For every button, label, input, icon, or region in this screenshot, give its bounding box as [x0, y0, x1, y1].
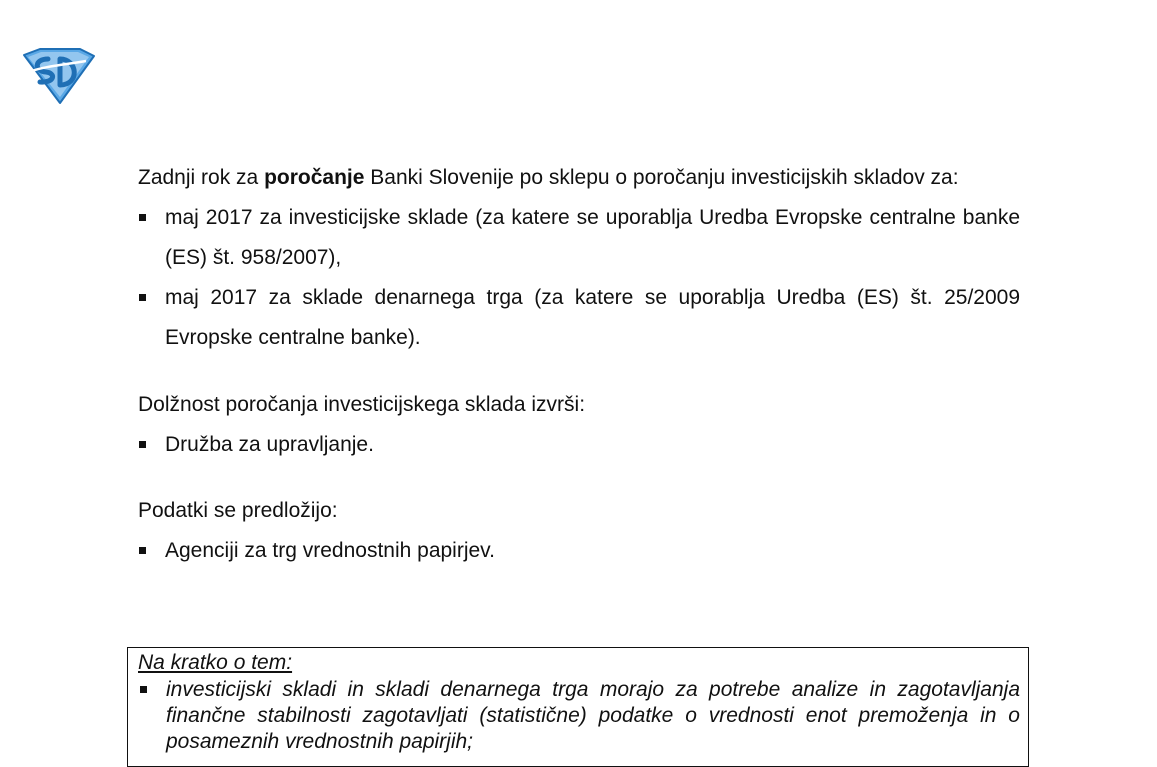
- obligation-heading: Dolžnost poročanja investicijskega sklada izvrši:: [138, 393, 586, 416]
- deadline-intro-bold: poročanje: [264, 166, 365, 189]
- list-item-text: maj 2017 za investicijske sklade (za katere se uporablja Uredba Evropske centralne banke (ES) št. 958/2007),: [165, 206, 1020, 269]
- bullet-square-icon: [139, 547, 146, 554]
- deadline-intro-before: Zadnji rok za: [138, 166, 265, 189]
- list-item-text: Agenciji za trg vrednostnih papirjev.: [165, 539, 495, 562]
- company-logo: [22, 47, 96, 105]
- obligation-list: [138, 425, 1020, 465]
- submission-heading: Podatki se predložijo:: [138, 499, 338, 522]
- document-body: [138, 158, 1020, 571]
- list-item: [138, 425, 1020, 465]
- submission-list: [138, 531, 1020, 571]
- deadline-list: [138, 198, 1020, 358]
- list-item-text: Družba za upravljanje.: [165, 433, 374, 456]
- deadline-intro-after: Banki Slovenije po sklepu o poročanju investicijskih skladov za:: [364, 166, 959, 189]
- bullet-square-icon: [140, 686, 147, 693]
- list-item: [138, 198, 1020, 278]
- deadline-paragraph: [138, 158, 1020, 198]
- list-item-text: maj 2017 za sklade denarnega trga (za katere se uporablja Uredba (ES) št. 25/2009 Evropske centralne banke).: [165, 286, 1020, 349]
- list-item: [138, 278, 1020, 358]
- list-item: [138, 531, 1020, 571]
- summary-title: Na kratko o tem:: [138, 651, 293, 674]
- bullet-square-icon: [139, 294, 146, 301]
- bullet-square-icon: [139, 441, 146, 448]
- summary-list: [138, 677, 1020, 755]
- list-item-text: investicijski skladi in skladi denarnega trga morajo za potrebe analize in zagotavljanja finančne stabilnosti zagotavljati (statistične) podatke o vrednosti enot premoženja in o posameznih vrednostnih papirjih;: [166, 678, 1020, 753]
- summary-box: [127, 647, 1029, 767]
- bullet-square-icon: [139, 214, 146, 221]
- list-item: [138, 677, 1020, 755]
